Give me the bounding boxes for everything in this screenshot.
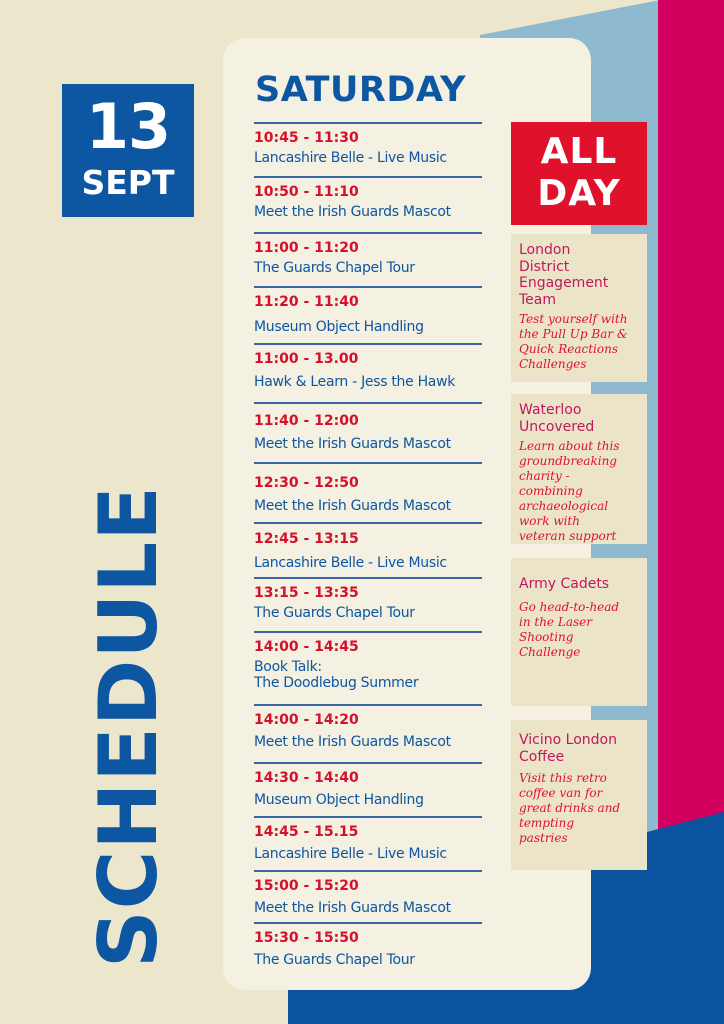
slot-time: 14:00 - 14:45 xyxy=(254,639,359,655)
schedule-slot xyxy=(254,870,482,916)
schedule-slot xyxy=(254,762,482,808)
slot-event: Meet the Irish Guards Mascot xyxy=(254,498,451,514)
slot-time: 12:45 - 13:15 xyxy=(254,531,359,547)
slot-event: Lancashire Belle - Live Music xyxy=(254,846,447,862)
slot-event: Hawk & Learn - Jess the Hawk xyxy=(254,374,456,390)
slot-event: Meet the Irish Guards Mascot xyxy=(254,900,451,916)
schedule-heading: SCHEDULE xyxy=(82,485,175,968)
slot-event: Meet the Irish Guards Mascot xyxy=(254,436,451,452)
slot-time: 11:00 - 13.00 xyxy=(254,351,359,367)
slot-event: The Guards Chapel Tour xyxy=(254,952,415,968)
slot-event: Meet the Irish Guards Mascot xyxy=(254,734,451,750)
schedule-slot xyxy=(254,816,482,862)
all-day-line2: DAY xyxy=(537,173,621,214)
schedule-slot xyxy=(254,402,482,452)
schedule-slot xyxy=(254,577,482,621)
activity-card xyxy=(511,234,647,382)
schedule-slot xyxy=(254,631,482,691)
activity-card xyxy=(511,394,647,544)
slot-time: 14:00 - 14:20 xyxy=(254,712,359,728)
date-day: 13 xyxy=(85,90,171,163)
activity-title: London District Engagement Team xyxy=(519,242,609,308)
schedule-slot xyxy=(254,462,482,514)
slot-event: Lancashire Belle - Live Music xyxy=(254,555,447,571)
slot-event: Museum Object Handling xyxy=(254,792,424,808)
activity-title: Vicino London Coffee xyxy=(519,732,617,765)
activity-description: Test yourself with the Pull Up Bar & Quick Reactions Challenges xyxy=(519,312,628,371)
slot-time: 11:20 - 11:40 xyxy=(254,294,359,310)
slot-time: 11:40 - 12:00 xyxy=(254,413,359,429)
slot-time: 15:30 - 15:50 xyxy=(254,930,359,946)
slot-time: 15:00 - 15:20 xyxy=(254,878,359,894)
activity-card xyxy=(511,558,647,706)
slot-time: 13:15 - 13:35 xyxy=(254,585,359,601)
activity-description: Learn about this groundbreaking charity - combining archaeological work with veteran support xyxy=(519,439,620,543)
schedule-slot xyxy=(254,704,482,750)
schedule-slot xyxy=(254,522,482,571)
schedule-slot xyxy=(254,343,482,390)
slot-event: Book Talk: The Doodlebug Summer xyxy=(254,659,419,691)
activity-description: Visit this retro coffee van for great drinks and tempting pastries xyxy=(519,771,621,845)
slot-event: Lancashire Belle - Live Music xyxy=(254,150,447,166)
date-badge xyxy=(62,84,194,217)
schedule-slot xyxy=(254,176,482,220)
schedule-slot xyxy=(254,232,482,276)
date-month: SEPT xyxy=(81,163,175,202)
slot-event: The Guards Chapel Tour xyxy=(254,605,415,621)
activity-title: Waterloo Uncovered xyxy=(519,402,595,435)
activity-title: Army Cadets xyxy=(519,576,610,592)
slot-time: 11:00 - 11:20 xyxy=(254,240,359,256)
all-day-line1: ALL xyxy=(540,131,618,172)
all-day-badge xyxy=(511,122,647,225)
slot-event: Museum Object Handling xyxy=(254,319,424,335)
activity-card xyxy=(511,720,647,870)
activity-description: Go head-to-head in the Laser Shooting Challenge xyxy=(519,599,620,659)
schedule-slot xyxy=(254,122,482,166)
slot-time: 14:45 - 15.15 xyxy=(254,824,359,840)
slot-event: The Guards Chapel Tour xyxy=(254,260,415,276)
slot-time: 10:45 - 11:30 xyxy=(254,130,359,146)
slot-time: 10:50 - 11:10 xyxy=(254,184,359,200)
slot-time: 12:30 - 12:50 xyxy=(254,475,359,491)
schedule-slot xyxy=(254,922,482,968)
slot-time: 14:30 - 14:40 xyxy=(254,770,359,786)
schedule-slot xyxy=(254,286,482,335)
day-title: SATURDAY xyxy=(255,70,466,110)
slot-event: Meet the Irish Guards Mascot xyxy=(254,204,451,220)
